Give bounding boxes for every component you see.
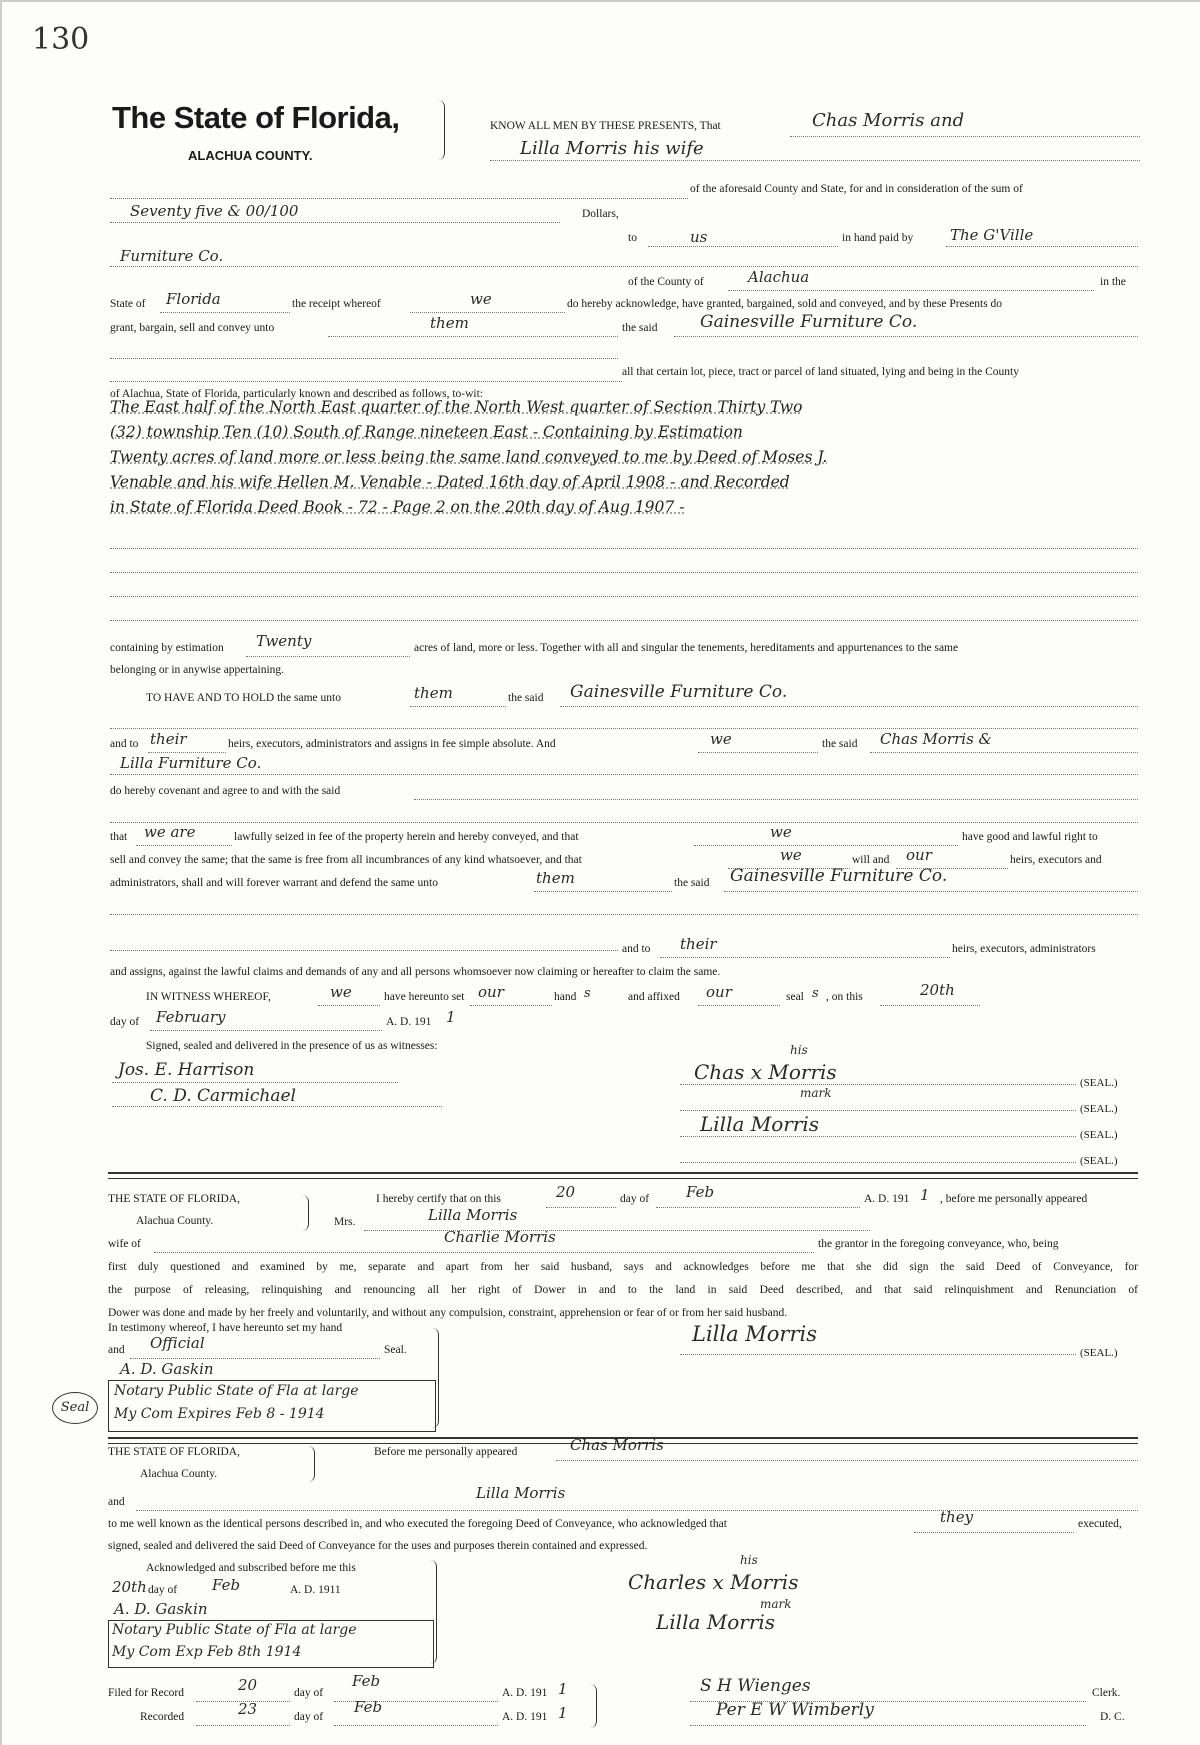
seal-label-2: (SEAL.): [1080, 1103, 1118, 1115]
ack-person-2-hand: Lilla Morris: [476, 1484, 566, 1502]
acres-hand: Twenty: [256, 632, 312, 650]
notary-seal-circle: Seal: [52, 1392, 98, 1424]
ack-they-hand: they: [940, 1508, 974, 1526]
grantee-hand: Gainesville Furniture Co.: [700, 312, 918, 332]
amount-hand: Seventy five & 00/100: [130, 202, 299, 220]
grant-hand: them: [430, 314, 469, 332]
know-all-text: KNOW ALL MEN BY THESE PRESENTS, That: [490, 120, 721, 132]
and-to-hand: their: [150, 730, 187, 748]
description-line-1: The East half of the North East quarter of the North West quarter of Section Thirty Two: [110, 398, 803, 416]
ack-wife-name-hand: Lilla Morris: [428, 1206, 518, 1224]
ack-both-signature-2: Lilla Morris: [656, 1610, 776, 1634]
seal-label-3: (SEAL.): [1080, 1129, 1118, 1141]
description-line-4: Venable and his wife Hellen M. Venable - Dated 16th day of April 1908 - and Recorded: [110, 473, 790, 491]
ack-wife-seal-label: (SEAL.): [1080, 1347, 1118, 1359]
witness-year-hand: 1: [446, 1008, 456, 1026]
deed-page: 130 The State of Florida, ALACHUA COUNTY. KNOW ALL MEN BY THESE PRESENTS, That Chas Morris and Lilla Morris his wife of the aforesaid County and State, for and in consideration of the sum of Seventy five & 00/100 Dollars, to us in hand paid by The G'Ville Furniture Co. of the County of Alachua in the State of Florida the receipt whereof we do hereby acknowledge, have granted, bargained, sold and conveyed, and by these Presents do grant, bargain, sell and convey unto them the said Gainesville Furniture Co. all that certain lot, piece, tract or parcel of land situated, lying and being in the County of Alachua, State of Florida, particularly known and described as follows, to-wit: The East half of the North East quarter of the North West quarter of Section Thirty Two (32) township Ten (10) South of Range nineteen East - Containing by Estimation Twenty acres of land more or less being the same land conveyed to me by Deed of Moses J. Venable and his wife Hellen M. Venable - Dated 16th day of April 1908 - and Recorded in State of Florida Deed Book - 72 - Page 2 on the 20th day of Aug 1907 - containing by estimation Twenty acres of land, more or less. Together with all and singular the tenements, hereditaments and appurtenances to the same belonging or in anywise appertaining. TO HAVE AND TO HOLD the same unto them the said Gainesville Furniture Co. and to their heirs, executors, administrators and assigns in fee simple absolute. And we the said Chas Morris & Lilla Furniture Co. do hereby covenant and agree to and with the said that we are lawfully seized in fee of the property herein and hereby conveyed, and that we have good and lawful right to sell and convey the same; that the same is free from all incumbrances of any kind whatsoever, and that we will and our heirs, executors and administrators, shall and will forever warrant and defend the same unto them the said Gainesville Furniture Co. and to their heirs, executors, administrators and assigns, against the lawful claims and demands of any and all persons whomsoever now claiming or hereafter to claim the same. IN WITNESS WHEREOF, we have hereunto set our hand s and affixed our seal s , on this 20th day of February A. D. 191 1 Signed, sealed and delivered in the presence of us as witnesses: Jos. E. Harrison C. D. Carmichael his Chas x Morris mark (SEAL.) (SEAL.) Lilla Morris (SEAL.) (SEAL.) THE STATE OF FLORIDA, Alachua County. I hereby certify that on this 20 day of Feb A. D. 191 1 , before me personally appeared Mrs. Lilla Morris wife of Charlie Morris the grantor in the foregoing conveyance, who, being first duly questioned and examined by me, separate and apart from her said husband, says and acknowledges before me that she did sign the said Deed of Conveyance, for the purpose of releasing, relinquishing and renouncing all her right of Dower in and to the land in said Deed described, and that said relinquishment and Renunciation of Dower was done and made by her freely and voluntarily, and without any compulsion, constraint, apprehension or fear of or from her said husband. In testimony whereof, I have hereunto set my hand and Official Seal. A. D. Gaskin Notary Public State of Fla at large My Com Expires Feb 8 - 1914 Seal Lilla Morris (SEAL.) THE STATE OF FLORIDA, Alachua County. Before me personally appeared Chas Morris and Lilla Morris to me well known as the identical persons described in, and who executed the foregoing Deed of Conveyance, who acknowledged that they executed, signed, sealed and delivered the said Deed of Conveyance for the uses and purposes therein contained and expressed. Acknowledged and subscribed before me this 20th day of Feb A. D. 1911 A. D. Gaskin Notary Public State of Fla at large My Com Exp Feb 8th 1914 his Charles x Morris mark Lilla Morris Filed for Record 20 day of Feb A. D. 191 1 Recorded 23 day of Feb A. D. 191 1 S H Wienges Clerk. Per E W Wimberly D. C.: [0, 0, 1200, 1745]
filed-month-hand: Feb: [352, 1672, 381, 1690]
recorded-day-hand: 23: [238, 1700, 258, 1718]
recorded-month-hand: Feb: [354, 1698, 383, 1716]
deputy-clerk-signature: Per E W Wimberly: [716, 1700, 874, 1720]
section-divider: [108, 1172, 1138, 1179]
payer-hand-2: Furniture Co.: [120, 247, 224, 265]
ack-wife-notary-name: A. D. Gaskin: [120, 1360, 214, 1378]
habendum-grantee-hand: Gainesville Furniture Co.: [570, 682, 788, 702]
clerk-signature: S H Wienges: [700, 1676, 811, 1696]
state-title: The State of Florida,: [112, 100, 400, 135]
grantor-hand-2: Lilla Morris his wife: [520, 138, 704, 159]
ack-both-notary-title: Notary Public State of Fla at large: [112, 1622, 357, 1638]
witness-2-hand: C. D. Carmichael: [150, 1086, 296, 1106]
grantor-hand-1: Chas Morris and: [812, 110, 965, 131]
filed-day-hand: 20: [238, 1676, 258, 1694]
ack-both-signature-1: Charles x Morris: [628, 1570, 799, 1594]
payer-hand-1: The G'Ville: [950, 226, 1034, 244]
seized-hand: we: [770, 823, 792, 841]
county-hand: Alachua: [748, 268, 810, 286]
ack-person-1-hand: Chas Morris: [570, 1436, 664, 1454]
grantors-hand-2: Lilla Furniture Co.: [120, 754, 262, 772]
ack-wife-notary-title: Notary Public State of Fla at large: [114, 1383, 359, 1399]
to-have-hand: them: [414, 684, 453, 702]
dollars-text: Dollars,: [582, 208, 619, 220]
ack-wife-day-hand: 20: [556, 1183, 576, 1201]
ack-wife-month-hand: Feb: [686, 1183, 715, 1201]
county-title: ALACHUA COUNTY.: [188, 148, 313, 163]
and-hand: we: [710, 730, 732, 748]
ack-both-notary-commission: My Com Exp Feb 8th 1914: [112, 1644, 302, 1660]
description-line-5: in State of Florida Deed Book - 72 - Page 2 on the 20th day of Aug 1907 -: [110, 498, 685, 516]
witness-1-hand: Jos. E. Harrison: [118, 1060, 255, 1080]
ack-both-notary-name: A. D. Gaskin: [114, 1600, 208, 1618]
to-hand: us: [690, 228, 708, 246]
that-hand: we are: [144, 823, 196, 841]
brace: [438, 100, 445, 160]
seal-label-1: (SEAL.): [1080, 1077, 1118, 1089]
witness-we-hand: we: [330, 983, 352, 1001]
description-line-3: Twenty acres of land more or less being the same land conveyed to me by Deed of Moses J.: [110, 448, 828, 466]
grantor-signature-2: Lilla Morris: [700, 1112, 820, 1136]
ack-both-state: THE STATE OF FLORIDA,: [108, 1446, 240, 1458]
sell-hand: we: [780, 846, 802, 864]
witness-month-hand: February: [156, 1008, 226, 1026]
witness-our-hand-2: our: [706, 983, 732, 1001]
ack-wife-state: THE STATE OF FLORIDA,: [108, 1193, 240, 1205]
consideration-text: of the aforesaid County and State, for and in consideration of the sum of: [690, 183, 1023, 195]
warrant-grantee-hand: Gainesville Furniture Co.: [730, 866, 948, 886]
grantor-signature-1: Chas x Morris: [694, 1060, 837, 1084]
their-hand: their: [680, 935, 717, 953]
description-line-2: (32) township Ten (10) South of Range nineteen East - Containing by Estimation: [110, 423, 743, 441]
ack-wife-signature: Lilla Morris: [692, 1322, 818, 1346]
ack-wife-notary-commission: My Com Expires Feb 8 - 1914: [114, 1406, 325, 1422]
admin-hand: them: [536, 869, 575, 887]
witness-our-hand: our: [478, 983, 504, 1001]
our-hand: our: [906, 846, 932, 864]
receipt-hand: we: [470, 290, 492, 308]
seal-label-4: (SEAL.): [1080, 1155, 1118, 1167]
grantors-hand: Chas Morris &: [880, 730, 992, 748]
state-hand: Florida: [166, 290, 221, 308]
witness-day-hand: 20th: [920, 981, 955, 999]
ack-husband-hand: Charlie Morris: [444, 1228, 556, 1246]
page-number: 130: [32, 22, 90, 57]
